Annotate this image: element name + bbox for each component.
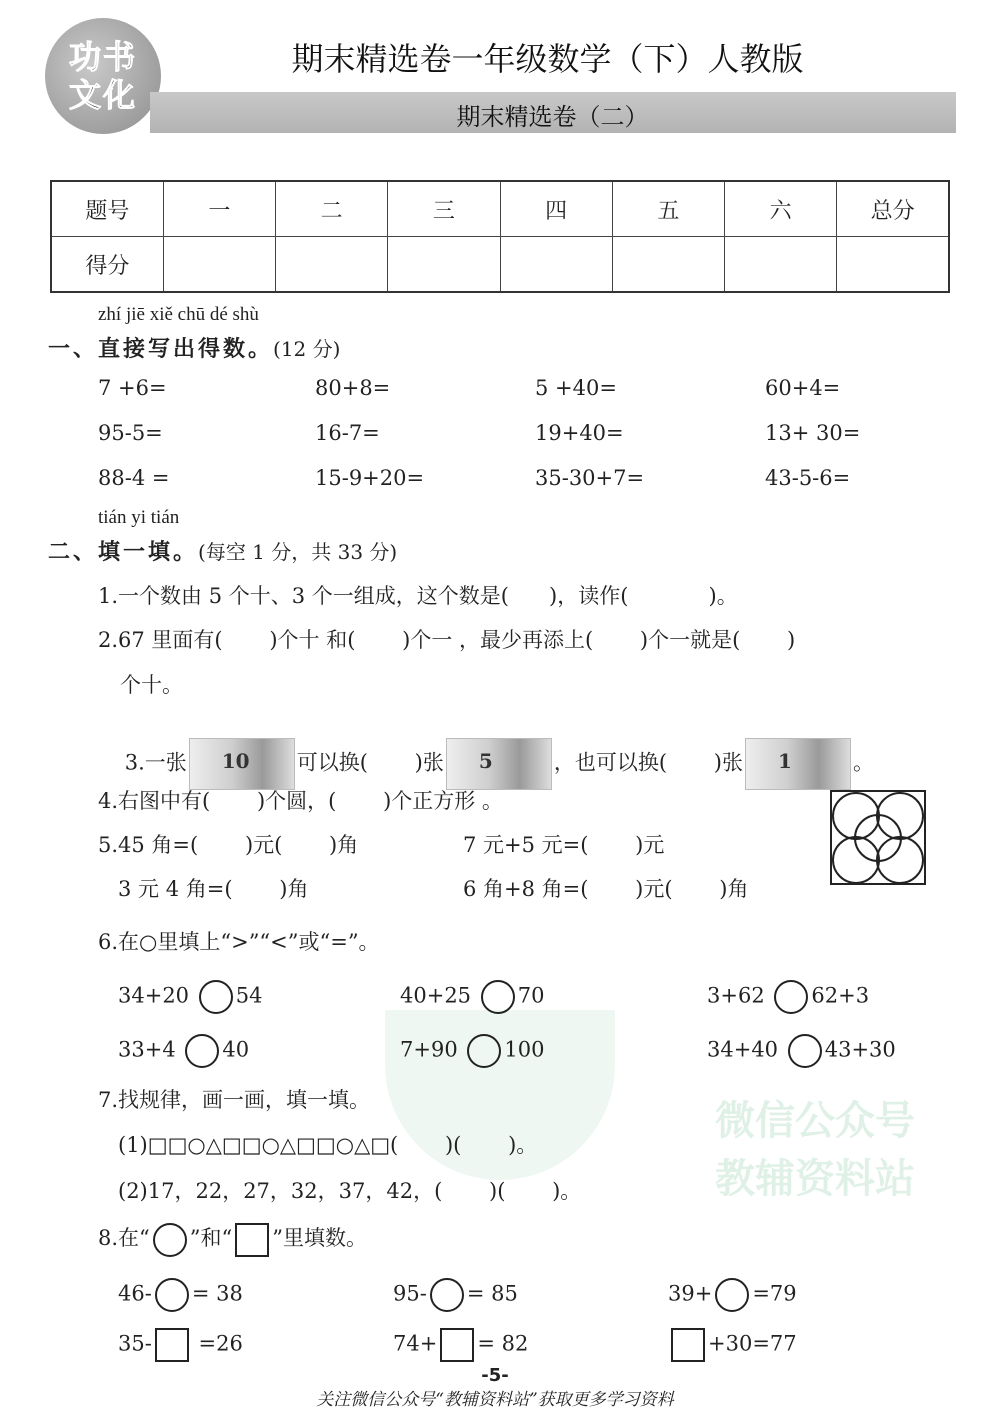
fill-number-item [393, 1278, 518, 1312]
section1-pinyin: zhí jiē xiě chū dé shù [98, 304, 259, 325]
compare-right: 70 [517, 983, 545, 1008]
compare-item [118, 980, 262, 1014]
answer-circle[interactable] [155, 1278, 189, 1312]
answer-circle[interactable] [774, 980, 808, 1014]
question-8: 8.在“ ”和“ ”里填数。 [98, 1222, 367, 1257]
table-row [51, 237, 949, 293]
score-cell[interactable] [725, 237, 837, 293]
expr-left: 35- [118, 1331, 152, 1356]
arithmetic-problem: 5 +40= [535, 376, 617, 400]
table-cell: 三 [388, 181, 500, 237]
expr-left: 95- [393, 1281, 427, 1306]
question-5c: 3 元 4 角=( )角 [118, 877, 309, 901]
question-7-1: (1)□□○△□□○△□□○△□( )( )。 [118, 1133, 538, 1157]
expr-left: 39+ [668, 1281, 713, 1306]
page-title: 期末精选卷一年级数学（下）人教版 [291, 40, 804, 78]
expr-right: = 38 [191, 1281, 243, 1306]
watermark: 微信公众号 教辅资料站 [715, 1098, 915, 1202]
score-cell[interactable] [837, 237, 949, 293]
answer-box[interactable] [440, 1328, 474, 1362]
table-cell: 一 [163, 181, 275, 237]
question-2-cont: 个十。 [120, 673, 183, 697]
compare-left: 40+25 [400, 983, 472, 1008]
banknote-10-image: 10 [189, 738, 295, 790]
answer-circle[interactable] [788, 1034, 822, 1068]
arithmetic-problem: 16-7= [315, 421, 380, 445]
section1-heading: 一、直接写出得数。(12 分) [48, 337, 341, 362]
arithmetic-problem: 15-9+20= [315, 466, 425, 490]
compare-item [400, 1034, 544, 1068]
arithmetic-problem: 60+4= [765, 376, 841, 400]
expr-right: = 82 [477, 1331, 529, 1356]
table-cell: 得分 [51, 237, 163, 293]
banknote-1-image: 1 [745, 738, 851, 790]
fill-number-item [668, 1328, 797, 1362]
compare-right: 100 [504, 1037, 545, 1062]
score-cell[interactable] [276, 237, 388, 293]
compare-item [118, 1034, 249, 1068]
question-3: 3.一张 10 可以换( )张 5 ，也可以换( )张 1 。 [98, 714, 874, 814]
compare-right: 62+3 [811, 983, 870, 1008]
answer-circle[interactable] [199, 980, 233, 1014]
fill-number-item [118, 1328, 243, 1362]
answer-box[interactable] [155, 1328, 189, 1362]
score-cell[interactable] [612, 237, 724, 293]
compare-left: 34+20 [118, 983, 190, 1008]
table-cell: 六 [725, 181, 837, 237]
page-number: -5- [481, 1365, 509, 1386]
answer-circle[interactable] [467, 1034, 501, 1068]
arithmetic-problem: 80+8= [315, 376, 391, 400]
arithmetic-problem: 19+40= [535, 421, 624, 445]
answer-circle[interactable] [430, 1278, 464, 1312]
question-1: 1.一个数由 5 个十、3 个一组成，这个数是( )，读作( )。 [98, 584, 738, 608]
compare-left: 34+40 [707, 1037, 779, 1062]
expr-right: = 85 [466, 1281, 518, 1306]
score-cell[interactable] [500, 237, 612, 293]
section2-pinyin: tián yi tián [98, 507, 180, 528]
answer-circle[interactable] [185, 1034, 219, 1068]
expr-left: 46- [118, 1281, 152, 1306]
arithmetic-problem: 7 +6= [98, 376, 167, 400]
circles-squares-figure [830, 790, 926, 885]
answer-circle[interactable] [715, 1278, 749, 1312]
compare-left: 3+62 [707, 983, 765, 1008]
compare-item [707, 1034, 896, 1068]
compare-right: 43+30 [824, 1037, 896, 1062]
score-cell[interactable] [388, 237, 500, 293]
banknote-5-image: 5 [446, 738, 552, 790]
footer-note: 关注微信公众号“教辅资料站”获取更多学习资料 [316, 1390, 674, 1410]
table-cell: 五 [612, 181, 724, 237]
question-5b: 7 元+5 元=( )元 [463, 833, 665, 857]
compare-right: 54 [235, 983, 263, 1008]
expr-right: +30=77 [708, 1331, 797, 1356]
question-2: 2.67 里面有( )个十 和( )个一 ，最少再添上( )个一就是( ) [98, 628, 796, 652]
compare-left: 7+90 [400, 1037, 458, 1062]
arithmetic-problem: 13+ 30= [765, 421, 861, 445]
arithmetic-problem: 88-4 = [98, 466, 170, 490]
compare-item [400, 980, 544, 1014]
fill-number-item [393, 1328, 528, 1362]
section2-heading: 二、填一填。(每空 1 分，共 33 分) [48, 540, 398, 565]
score-cell[interactable] [163, 237, 275, 293]
table-cell: 二 [276, 181, 388, 237]
arithmetic-problem: 95-5= [98, 421, 163, 445]
compare-right: 40 [222, 1037, 250, 1062]
arithmetic-problem: 35-30+7= [535, 466, 645, 490]
question-6: 6.在○里填上“>”“<”或“=”。 [98, 930, 380, 954]
question-4: 4.右图中有( )个圆，( )个正方形 。 [98, 789, 503, 813]
answer-box[interactable] [671, 1328, 705, 1362]
table-cell: 总分 [837, 181, 949, 237]
publisher-logo: 功书 文化 [45, 18, 161, 134]
fill-number-item [668, 1278, 797, 1312]
expr-left: 74+ [393, 1331, 438, 1356]
expr-right: =79 [752, 1281, 797, 1306]
question-5d: 6 角+8 角=( )元( )角 [463, 877, 749, 901]
page-subtitle: 期末精选卷（二） [456, 103, 649, 131]
answer-circle[interactable] [481, 980, 515, 1014]
score-table [50, 180, 950, 293]
compare-item [707, 980, 869, 1014]
question-7: 7.找规律，画一画，填一填。 [98, 1088, 371, 1112]
question-7-2: (2)17，22，27，32，37，42，( )( )。 [118, 1179, 582, 1203]
compare-left: 33+4 [118, 1037, 176, 1062]
table-cell: 题号 [51, 181, 163, 237]
table-cell: 四 [500, 181, 612, 237]
arithmetic-problem: 43-5-6= [765, 466, 851, 490]
expr-right: =26 [191, 1331, 243, 1356]
fill-number-item [118, 1278, 243, 1312]
table-row [51, 181, 949, 237]
question-5a: 5.45 角=( )元( )角 [98, 833, 359, 857]
